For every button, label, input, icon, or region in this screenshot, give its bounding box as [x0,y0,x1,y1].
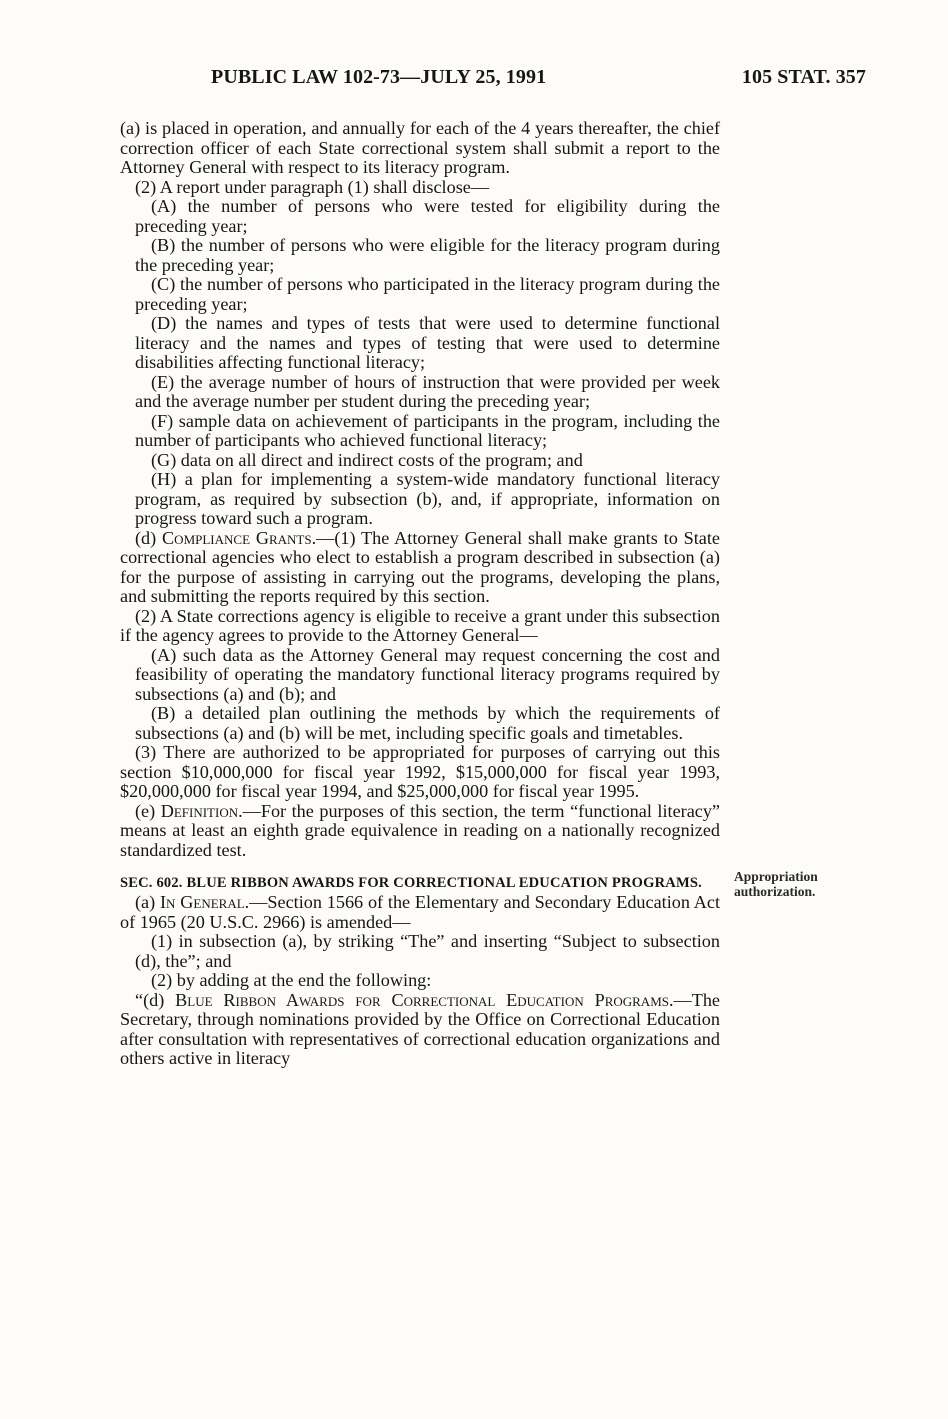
quoted-d-text: —The Secretary, through nominations provided by the Office on Correctional Education after consultation with representatives of correctional education organizations and others active in literacy [120,989,720,1068]
item-c: (C) the number of persons who participated in the literacy program during the preceding year; [135,274,720,314]
subsection-d-label: (d) [135,527,163,548]
item-a: (A) the number of persons who were tested for eligibility during the preceding year; [135,196,720,236]
section-602-a-label: (a) [135,892,160,912]
subsection-e-label: (e) [135,800,161,821]
margin-note-appropriation [734,869,874,899]
quoted-subsection-d [120,991,720,1069]
margin-note-line-1: Appropriation [734,869,818,884]
item-f: (F) sample data on achievement of participants in the program, including the number of participants who achieved functional literacy; [135,410,720,450]
body-text [120,119,720,1069]
subsection-d-heading: Compliance Grants. [162,527,317,548]
subsection-d-2-b: (B) a detailed plan outlining the methods by which the requirements of subsections (a) and (b) will be met, including specific goals and timetables. [135,703,720,743]
paragraph-2: (2) A report under paragraph (1) shall disclose— [135,176,490,197]
subsection-d [120,529,720,607]
running-title: PUBLIC LAW 102-73—JULY 25, 1991 [211,66,547,88]
subsection-e-heading: Definition. [160,800,243,821]
paragraph-intro: (a) is placed in operation, and annually for each of the 4 years thereafter, the chief correction officer of each State correctional system shall submit a report to the Attorney General with respect to its literacy program. [120,118,720,177]
page-header [211,66,866,96]
item-e: (E) the average number of hours of instruction that were provided per week and the average number per student during the preceding year; [135,371,720,411]
subsection-d-2-a: (A) such data as the Attorney General may request concerning the cost and feasibility of operating the mandatory functional literacy programs required by subsections (a) and (b); and [135,644,720,704]
section-602-a-1: (1) in subsection (a), by striking “The” and inserting “Subject to subsection (d), the”; and [135,931,720,971]
subsection-d-text: —(1) The Attorney General shall make grants to State correctional agencies who elect to establish a program described in subsection (a) for the purpose of assisting in carrying out the programs, developing the plans, and submitting the reports required by this section. [120,527,720,606]
item-d: (D) the names and types of tests that were used to determine functional literacy and the names and types of testing that were used to determine disabilities affecting functional literacy; [135,313,720,372]
section-602-heading: SEC. 602. BLUE RIBBON AWARDS FOR CORRECTIONAL EDUCATION PROGRAMS. [120,875,702,891]
item-h: (H) a plan for implementing a system-wide mandatory functional literacy program, as required by subsection (b), and, if appropriate, information on progress toward such a program. [135,469,720,528]
section-602-a-2: (2) by adding at the end the following: [151,970,432,990]
item-b: (B) the number of persons who were eligible for the literacy program during the preceding year; [135,235,720,275]
subsection-d-2: (2) A State corrections agency is eligible to receive a grant under this subsection if the agency agrees to provide to the Attorney General— [120,605,720,645]
section-602-a-heading: In General. [160,892,250,912]
item-g: (G) data on all direct and indirect costs of the program; and [151,449,583,470]
stat-page-number: 105 STAT. 357 [741,66,866,88]
quoted-d-label: “(d) [135,989,176,1010]
subsection-d-3: (3) There are authorized to be appropriated for purposes of carrying out this section $10,000,000 for fiscal year 1992, $15,000,000 for fiscal year 1993, $20,000,000 for fiscal year 1994, and $25,000,000 for fiscal year 1995. [120,742,720,801]
margin-note-line-2: authorization. [734,884,816,899]
section-602-a [120,893,720,932]
subsection-e-text: —For the purposes of this section, the term “functional literacy” means at least an eighth grade equivalence in reading on a nationally recognized standardized test. [120,800,721,860]
subsection-e [120,802,720,861]
section-602-a-text: —Section 1566 of the Elementary and Secondary Education Act of 1965 (20 U.S.C. 2966) is amended— [120,892,721,932]
quoted-d-heading: Blue Ribbon Awards for Correctional Education Programs. [175,989,674,1010]
